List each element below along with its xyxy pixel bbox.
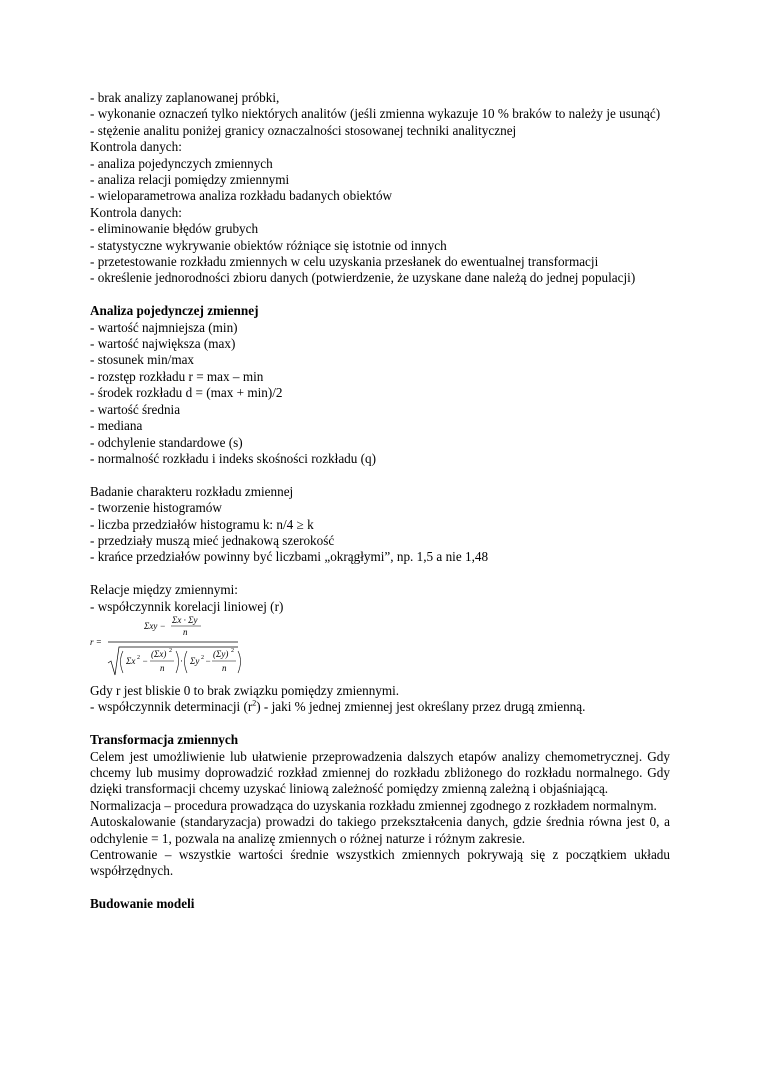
formula-paren-open-1 (121, 651, 124, 673)
section-heading: Analiza pojedynczej zmiennej (90, 303, 259, 319)
list-item: - środek rozkładu d = (max + min)/2 (90, 385, 283, 401)
list-item: - stosunek min/max (90, 352, 195, 368)
formula-minus-1: − (142, 655, 149, 666)
list-item: - krańce przedziałów powinny być liczbami „okrągłymi”, np. 1,5 a nie 1,48 (90, 549, 489, 565)
formula-paren-close-1 (176, 651, 179, 673)
intro-line: - analiza pojedynczych zmiennych (90, 155, 273, 171)
list-item: - liczba przedziałów histogramu k: n/4 ≥ k (90, 516, 314, 532)
intro-line: - brak analizy zaplanowanej próbki, (90, 90, 280, 105)
intro-line: - wykonanie oznaczeń tylko niektórych analitów (jeśli zmienna wykazuje 10 % braków to należy je usunąć) (90, 106, 661, 122)
formula-sup-2: 2 (169, 647, 172, 654)
formula-dot: · (180, 655, 183, 666)
list-item: - odchylenie standardowe (s) (90, 434, 243, 450)
list-item: - rozstęp rozkładu r = max – min (90, 368, 264, 384)
intro-line: - stężenie analitu poniżej granicy oznaczalności stosowanej techniki analitycznej (90, 122, 517, 138)
formula-n-right: n (222, 662, 227, 673)
intro-line: - analiza relacji pomiędzy zmiennymi (90, 172, 290, 188)
det-text-b: ) - jaki % jednej zmiennej jest określany przez drugą zmienną. (256, 699, 586, 715)
list-item: - wartość największa (max) (90, 336, 236, 352)
list-item: - tworzenie histogramów (90, 500, 222, 516)
formula-n-left: n (160, 662, 165, 673)
formula-sy-open: (Σy) (213, 648, 229, 659)
formula-minus-2: − (205, 655, 212, 666)
paragraph: Normalizacja – procedura prowadząca do uzyskania rozkładu zmiennej zgodnego z rozkładem normalnym. (90, 797, 657, 813)
list-item: - przedziały muszą mieć jednakową szerokość (90, 532, 335, 548)
paragraph: Celem jest umożliwienie lub ułatwienie przeprowadzenia dalszych etapów analizy chemometrycznej. Gdy chcemy lub musimy doprowadzić rozkład zmiennej do rozkładu zbliżonego do rozkładu normalnego. Gdy dzięki transformacji chcemy uzyskać liniową zależność pomiędzy zmienną zależną i objaśniającą. (90, 748, 670, 797)
intro-line: - przetestowanie rozkładu zmiennych w celu uzyskania przesłanek do ewentualnej transformacji (90, 254, 599, 270)
paragraph: Gdy r jest bliskie 0 to brak związku pomiędzy zmiennymi. (90, 682, 400, 698)
formula-sup-1: 2 (137, 654, 140, 661)
intro-line: - określenie jednorodności zbioru danych (potwierdzenie, że uzyskane dane należą do jednej populacji) (90, 270, 636, 286)
section-heading: Budowanie modeli (90, 896, 195, 912)
intro-line: - eliminowanie błędów grubych (90, 221, 259, 237)
section-label: Kontrola danych: (90, 139, 182, 155)
document-page (90, 90, 670, 913)
formula-sx-sy: Σx · Σy (172, 614, 198, 625)
formula-sup-4: 2 (231, 647, 234, 654)
section-heading: Badanie charakteru rozkładu zmiennej (90, 483, 294, 499)
formula-paren-close-2 (238, 651, 241, 673)
correlation-formula (90, 614, 670, 677)
list-item: - wartość średnia (90, 401, 181, 417)
intro-line: - statystyczne wykrywanie obiektów różniące się istotnie od innych (90, 237, 447, 253)
paragraph: Autoskalowanie (standaryzacja) prowadzi do takiego przekształcenia danych, gdzie średnia równa jest 0, a odchylenie = 1, pozwala na analizę zmiennych o różnej naturze i różnym zakresie. (90, 814, 670, 846)
formula-sxy: Σxy − (144, 620, 166, 631)
formula-paren-open-2 (185, 651, 188, 673)
correlation-formula-svg (90, 614, 250, 679)
list-item: - wartość najmniejsza (min) (90, 319, 238, 335)
intro-line: - wieloparametrowa analiza rozkładu badanych obiektów (90, 188, 393, 204)
formula-sx2: Σx (126, 655, 136, 666)
section-label: Kontrola danych: (90, 204, 182, 220)
formula-n-top: n (183, 626, 188, 637)
formula-sx-open: (Σx) (151, 648, 167, 659)
det-superscript: 2 (252, 698, 257, 708)
formula-sy2: Σy (190, 655, 200, 666)
list-item: - normalność rozkładu i indeks skośności rozkładu (q) (90, 450, 377, 466)
section-heading: Relacje między zmiennymi: (90, 582, 238, 598)
list-item: - mediana (90, 418, 143, 434)
formula-r: r = (90, 636, 102, 647)
section-heading: Transformacja zmiennych (90, 732, 239, 748)
paragraph: Centrowanie – wszystkie wartości średnie wszystkich zmiennych pokrywają się z początkiem układu współrzędnych. (90, 847, 670, 879)
list-item: - współczynnik korelacji liniowej (r) (90, 598, 284, 614)
list-item (90, 699, 670, 715)
det-text-a: - współczynnik determinacji (r (90, 699, 253, 715)
formula-sup-3: 2 (201, 654, 204, 661)
